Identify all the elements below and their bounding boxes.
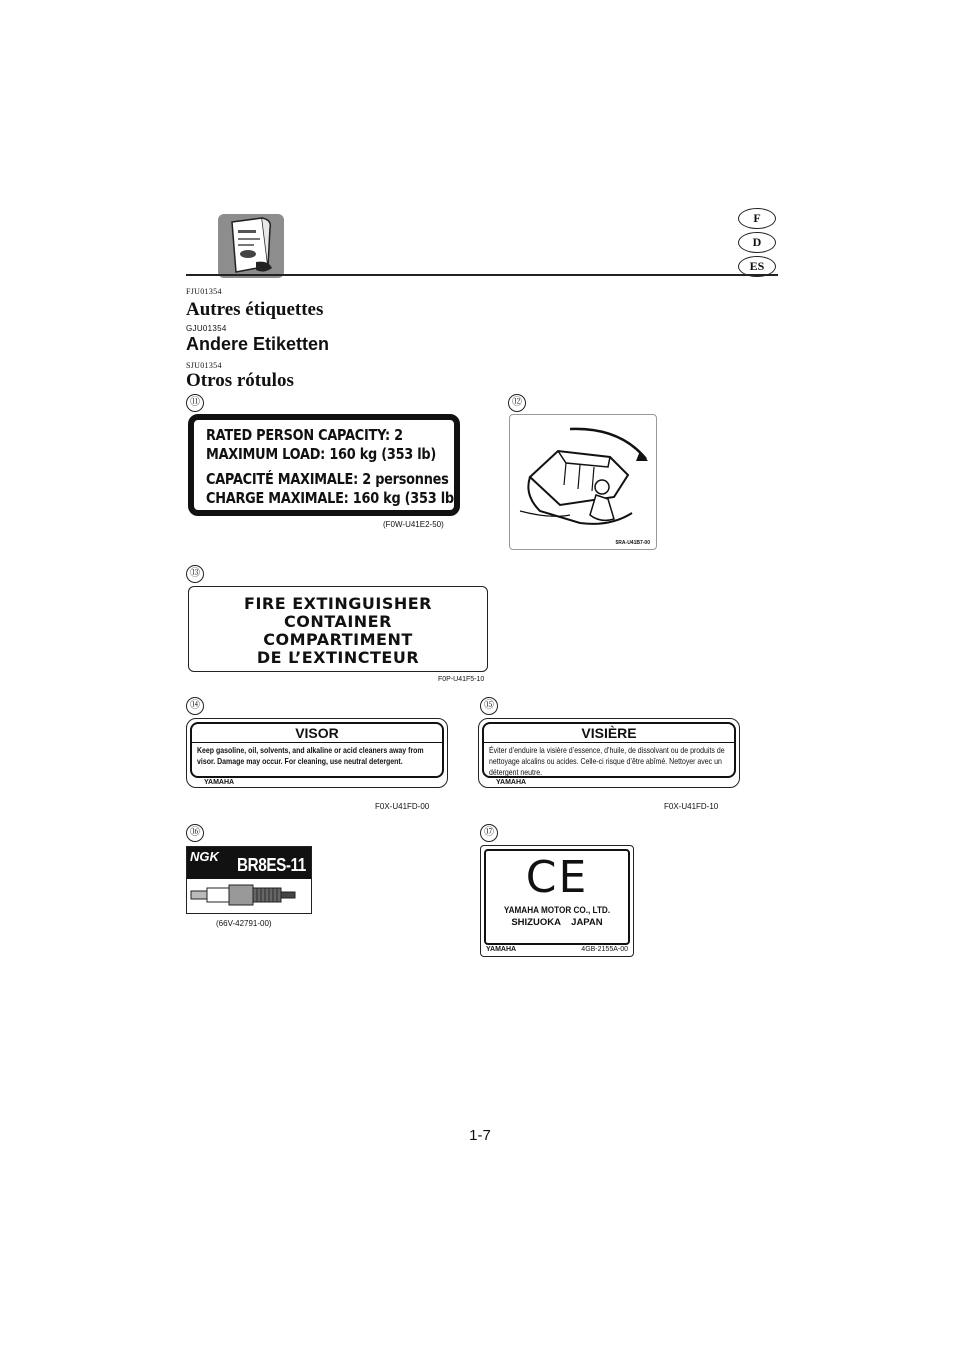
fire-line-2: CONTAINER — [284, 612, 392, 631]
spark-plug-model: BR8ES-11 — [237, 855, 306, 875]
watercraft-illustration — [510, 415, 656, 535]
fire-line-3: COMPARTIMENT — [263, 630, 413, 649]
part-number-15: F0X-U41FD-10 — [664, 802, 719, 811]
spark-plug-label — [186, 846, 312, 914]
label-number-11: ⑪ — [186, 394, 204, 412]
section-code-fr: FJU01354 — [186, 287, 222, 296]
part-number-14: F0X-U41FD-00 — [375, 802, 430, 811]
visor-text-en: Keep gasoline, oil, solvents, and alkaline or acid cleaners away from visor. Damage may occur. For cleaning, use neutral detergent. — [197, 745, 424, 766]
visor-label-en — [186, 718, 448, 788]
section-code-es: SJU01354 — [186, 361, 222, 370]
brand-yamaha-15: YAMAHA — [496, 779, 527, 786]
brand-yamaha-14: YAMAHA — [204, 779, 235, 786]
spark-plug-icon — [187, 879, 311, 913]
label-number-14: ⑭ — [186, 697, 204, 715]
label-number-15: ⑮ — [480, 697, 498, 715]
brand-yamaha-17: YAMAHA — [486, 946, 517, 953]
lang-badge-es: ES — [738, 256, 776, 277]
fire-line-1: FIRE EXTINGUISHER — [244, 594, 432, 613]
heading-es: Otros rótulos — [186, 370, 294, 391]
visor-title-en: VISOR — [192, 726, 442, 743]
label-number-16: ⑯ — [186, 824, 204, 842]
manual-book-icon — [218, 214, 284, 278]
part-number-11: (F0W-U41E2-50) — [383, 520, 444, 529]
section-code-de: GJU01354 — [186, 324, 227, 333]
ce-mark: CE — [525, 852, 589, 903]
header-rule — [186, 274, 778, 276]
label-number-12: ⑫ — [508, 394, 526, 412]
capacity-line-3: CAPACITÉ MAXIMALE: 2 personnes — [206, 470, 449, 488]
label-number-17: ⑰ — [480, 824, 498, 842]
lang-badge-d: D — [738, 232, 776, 253]
part-number-16: (66V-42791-00) — [216, 919, 272, 928]
ce-certification-label — [480, 845, 634, 957]
visor-title-fr: VISIÈRE — [484, 726, 734, 743]
capacity-label — [188, 414, 460, 516]
heading-de: Andere Etiketten — [186, 334, 330, 354]
label-number-13: ⑬ — [186, 565, 204, 583]
page-number: 1-7 — [469, 1127, 491, 1144]
part-number-13: F0P-U41F5-10 — [438, 676, 485, 683]
capacity-line-1: RATED PERSON CAPACITY: 2 — [206, 426, 403, 444]
capacity-line-4: CHARGE MAXIMALE: 160 kg (353 lb) — [206, 489, 460, 507]
fire-extinguisher-label — [188, 586, 488, 672]
fire-line-4: DE L’EXTINCTEUR — [256, 648, 420, 667]
ngk-logo: NGK — [190, 849, 219, 864]
heading-fr: Autres étiquettes — [186, 299, 324, 320]
part-number-17: 4GB-2155A-00 — [581, 946, 628, 953]
part-number-12: 5RA-U41B7-00 — [615, 540, 650, 546]
visor-label-fr — [478, 718, 740, 788]
boarding-diagram-label — [509, 414, 657, 550]
visor-text-fr: Éviter d’enduire la visière d’essence, d’huile, de dissolvant ou de produits de nettoyage alcalins ou acides. Celle-ci risque d’être abîmé. Nettoyer avec un détergent neutre. — [489, 745, 725, 777]
lang-badge-f: F — [738, 208, 776, 229]
manufacturer-location: SHIZUOKA JAPAN — [511, 917, 603, 928]
manufacturer-name: YAMAHA MOTOR CO., LTD. — [503, 905, 611, 916]
capacity-line-2: MAXIMUM LOAD: 160 kg (353 lb) — [206, 445, 437, 463]
